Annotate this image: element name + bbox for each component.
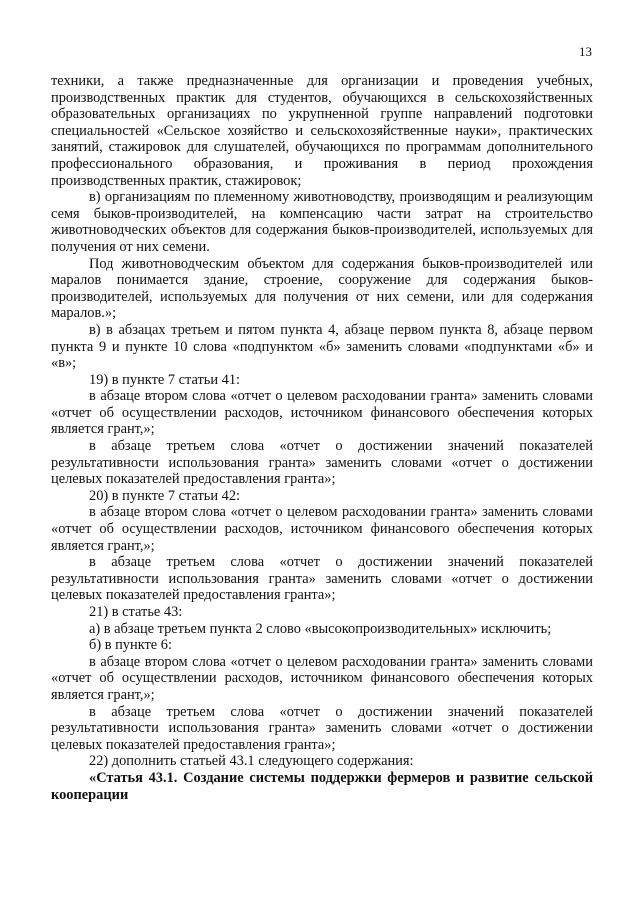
paragraph: 20) в пункте 7 статьи 42:: [89, 487, 241, 504]
paragraph: техники, а также предназначенные для организации и проведения учебных, производственных практик для студентов, обучающихся в сельскохозяйственных образовательных организациях по укрупненной группе направлений подготовки специальностей «Сельское хозяйство и сельскохозяйственные науки», практических занятий, стажировок для слушателей, обучающихся по программам дополнительного профессионального образования, и проживания в период прохождения производственных практик, стажировок;: [51, 73, 593, 189]
paragraph: 21) в статье 43:: [89, 604, 183, 620]
paragraph: Под животноводческим объектом для содержания быков-производителей или маралов понимается здание, строение, сооружение для содержания быков-производителей, используемых для получения от них семени, или для содержания маралов.»;: [51, 255, 593, 322]
document-body: [51, 73, 593, 803]
paragraph: в) организациям по племенному животноводству, производящим и реализующим семя быков-производителей, на компенсацию части затрат на строительство животноводческих объектов для содержания быков-производителей, используемых для получения от них семени.: [51, 189, 593, 255]
page-number: 13: [579, 44, 592, 59]
paragraph: в абзаце втором слова «отчет о целевом расходовании гранта» заменить словами «отчет об осуществлении расходов, источником финансового обеспечения которых является грант,»;: [51, 388, 593, 438]
paragraph: а) в абзаце третьем пункта 2 слово «высокопроизводительных» исключить;: [89, 620, 552, 637]
paragraph: 22) дополнить статьей 43.1 следующего содержания:: [89, 753, 414, 770]
paragraph: в абзаце третьем слова «отчет о достижении значений показателей результативности использования гранта» заменить словами «отчет о достижении целевых показателей предоставления гранта»;: [51, 703, 593, 753]
paragraph: б) в пункте 6:: [89, 637, 172, 654]
paragraph: в) в абзацах третьем и пятом пункта 4, абзаце первом пункта 8, абзаце первом пункта 9 и пункте 10 слова «подпунктом «б» заменить словами «подпунктами «б» и «в»;: [51, 321, 593, 372]
paragraph: в абзаце втором слова «отчет о целевом расходовании гранта» заменить словами «отчет об осуществлении расходов, источником финансового обеспечения которых является грант,»;: [51, 504, 593, 554]
article-heading: «Статья 43.1. Создание системы поддержки фермеров и развитие сельской кооперации: [51, 769, 593, 803]
paragraph: 19) в пункте 7 статьи 41:: [89, 371, 241, 388]
paragraph: в абзаце третьем слова «отчет о достижении значений показателей результативности использования гранта» заменить словами «отчет о достижении целевых показателей предоставления гранта»;: [51, 438, 593, 488]
paragraph: в абзаце втором слова «отчет о целевом расходовании гранта» заменить словами «отчет об осуществлении расходов, источником финансового обеспечения которых является грант,»;: [51, 653, 593, 703]
paragraph: в абзаце третьем слова «отчет о достижении значений показателей результативности использования гранта» заменить словами «отчет о достижении целевых показателей предоставления гранта»;: [51, 554, 593, 604]
